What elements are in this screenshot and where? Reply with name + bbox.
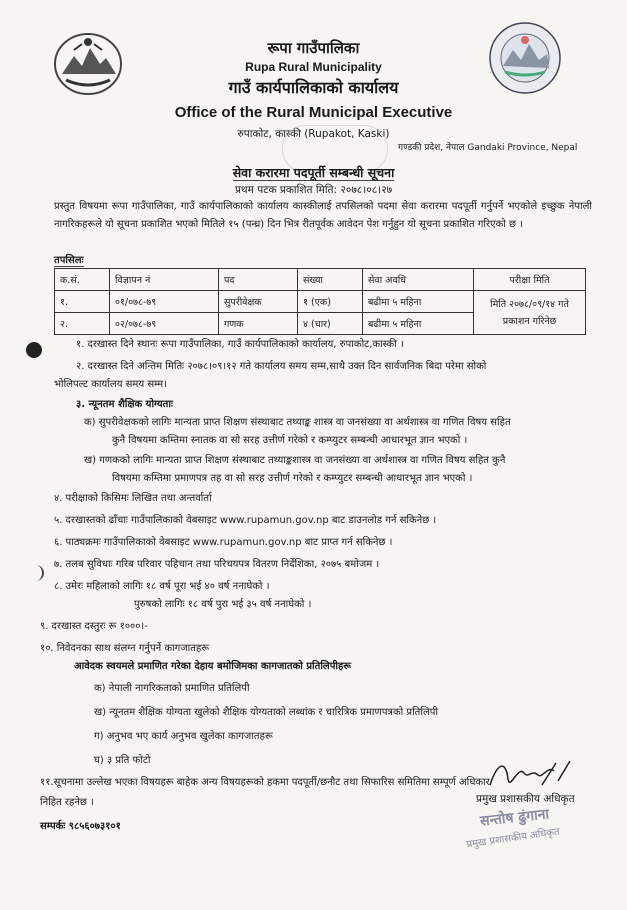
contact-number: सम्पर्कः ९८५६०७३१०१ bbox=[40, 821, 121, 832]
exam-date-cell: मिति २०७८/०९/१४ गते प्रकाशन गरिनेछ bbox=[474, 291, 586, 335]
punch-hole bbox=[26, 342, 42, 358]
cell: २. bbox=[55, 313, 110, 335]
office-name-en: Office of the Rural Municipal Executive bbox=[174, 104, 453, 121]
cell: बढीमा ५ महिना bbox=[363, 291, 474, 313]
item-10-kha: ख) न्यूनतम शैक्षिक योग्यता खुलेको शैक्षिक योग्यताको लब्धांक र चारित्रिक प्रमाणपत्रको प्रतिलिपी bbox=[94, 707, 439, 718]
item-3: ३. न्यूनतम शैक्षिक योग्यताः bbox=[76, 399, 173, 410]
cell: ४ (चार) bbox=[298, 313, 363, 335]
item-10-ka: क) नेपाली नागरिकताको प्रमाणित प्रतिलिपी bbox=[94, 683, 250, 694]
item-8a: ८. उमेरः महिलाको लागिः १८ वर्ष पूरा भई ४० वर्ष ननाघेको । bbox=[54, 581, 270, 592]
col-adv-no: विज्ञापन नं bbox=[110, 269, 219, 291]
stamp-name: सन्तोष ढुंगाना bbox=[479, 806, 550, 830]
cell: सुपरीवेक्षक bbox=[219, 291, 298, 313]
item-8b: पुरुषको लागिः १८ वर्ष पुरा भई ३५ वर्ष ननाघेको । bbox=[134, 599, 312, 610]
item-6: ६. पाठ्यक्रमः गाउँपालिकाको वेबसाइट www.rupamun.gov.np बाट प्राप्त गर्न सकिनेछ । bbox=[54, 537, 393, 548]
item-4: ४. परीक्षाको किसिमः लिखित तथा अन्तर्वार्ता bbox=[54, 493, 212, 504]
table-header-row bbox=[55, 269, 586, 291]
col-post: पद bbox=[219, 269, 298, 291]
col-exam-date: परीक्षा मिति bbox=[474, 269, 586, 291]
vacancy-table bbox=[54, 268, 586, 335]
item-5: ५. दरखास्तको ढाँचाः गाउँपालिकाको वेबसाइट www.rupamun.gov.np बाट डाउनलोड गर्न सकिनेछ । bbox=[54, 515, 437, 526]
col-sn: क.सं. bbox=[55, 269, 110, 291]
municipality-name-np: रूपा गाउँपालिका bbox=[267, 39, 360, 57]
cell: गणक bbox=[219, 313, 298, 335]
intro-paragraph: प्रस्तुत विषयमा रूपा गाउँपालिका, गाउँ कार्यपालिकाको कार्यालय कास्कीलाई तपसिलको पदमा सेवा करारमा पदपूर्ती गर्नुपर्ने भएकोले इच्छुक नेपाली नागरिकहरूले यो सूचना प्रकाशित भएको मितिले १५ (पन्ध्र) दिन भित्र रीतपूर्वक आवेदन पेश गर्नुहुन यो सूचना प्रकाशित गरिएको छ । bbox=[54, 201, 592, 230]
officer-title: प्रमुख प्रशासकीय अधिकृत bbox=[476, 793, 575, 805]
details-label: तपसिलः bbox=[54, 252, 84, 267]
item-3-kha-2: विषयमा कम्तिमा प्रमाणपत्र तह वा सो सरह उत्तीर्ण गरेको र कम्प्युटर सम्बन्धी आधारभूत ज्ञान भएको । bbox=[112, 473, 473, 484]
cell: १. bbox=[55, 291, 110, 313]
province-line: गण्डकी प्रदेश, नेपाल Gandaki Province, Nepal bbox=[398, 143, 578, 153]
item-10: १०. निवेदनका साथ संलग्न गर्नुपर्ने कागजातहरू bbox=[40, 643, 210, 654]
item-3-ka-1: क) सुपरीवेक्षकको लागिः मान्यता प्राप्त शिक्षण संस्थाबाट तथ्याङ्क शास्त्र वा जनसंख्या वा अर्थशास्त्र वा गणित विषय सहित bbox=[84, 417, 511, 428]
item-2b: भोलिपल्ट कार्यालय समय सम्म। bbox=[54, 379, 167, 390]
item-1: १. दरखास्त दिने स्थानः रूपा गाउँपालिका, गाउँ कार्यपालिकाको कार्यालय, रुपाकोट,कास्की । bbox=[76, 339, 404, 350]
table-row bbox=[55, 291, 586, 313]
publish-date: प्रथम पटक प्रकाशित मिति: २०७८।०८।२७ bbox=[234, 184, 393, 196]
cell: ०२/०७८-७९ bbox=[110, 313, 219, 335]
item-11a: ११.सूचनामा उल्लेख भएका विषयहरू बाहेक अन्य विषयहरूको हकमा पदपूर्ती/छनौट तथा सिफारिस समितिमा सम्पूर्ण अधिकार bbox=[40, 777, 490, 788]
office-address: रुपाकोट, कास्की (Rupakot, Kaski) bbox=[237, 128, 390, 140]
notice-title: सेवा करारमा पदपूर्ती सम्बन्धी सूचना bbox=[232, 165, 395, 180]
item-9: ९. दरखास्त दस्तुरः रू १०००।- bbox=[40, 621, 148, 632]
stamp-title: प्रमुख प्रशासकीय अधिकृत bbox=[465, 826, 561, 851]
punch-mark bbox=[30, 565, 44, 581]
col-count: संख्या bbox=[298, 269, 363, 291]
item-7: ७. तलब सुविधाः गरिब परिवार पहिचान तथा परिचयपत्र वितरण निर्देशिका, २०७५ बमोजम । bbox=[54, 559, 380, 570]
item-2a: २. दरखास्त दिने अन्तिम मितिः २०७८।०९।१२ गते कार्यालय समय सम्म,साथै उक्त दिन सार्वजनिक बिदा परेमा सोको bbox=[76, 361, 487, 372]
cell: १ (एक) bbox=[298, 291, 363, 313]
signature-icon bbox=[484, 755, 574, 795]
item-3-kha-1: ख) गणकको लागिः मान्यता प्राप्त शिक्षण संस्थाबाट तथ्याङ्कशास्त्र वा जनसंख्या वा अर्थशास्त्र वा गणित विषय सहित कुनै bbox=[84, 455, 506, 466]
office-name-np: गाउँ कार्यपालिकाको कार्यालय bbox=[228, 78, 399, 97]
item-10-ga: ग) अनुभव भए कार्य अनुभव खुलेका कागजातहरू bbox=[94, 731, 273, 742]
item-11b: निहित रहनेछ । bbox=[40, 797, 94, 808]
item-10-sub: आवेदक स्वयमले प्रमाणित गरेका देहाय बमोजिमका कागजातको प्रतिलिपीहरू bbox=[74, 661, 352, 672]
col-duration: सेवा अवधि bbox=[363, 269, 474, 291]
item-10-gha: घ) ३ प्रति फोटो bbox=[94, 755, 151, 766]
cell: ०१/०७८-७९ bbox=[110, 291, 219, 313]
cell: बढीमा ५ महिना bbox=[363, 313, 474, 335]
item-3-ka-2: कुनै विषयमा कम्तिमा स्नातक वा सो सरह उत्तीर्ण गरेको र कम्प्युटर सम्बन्धी आधारभूत ज्ञान भएको । bbox=[112, 435, 468, 446]
municipality-name-en: Rupa Rural Municipality bbox=[245, 60, 382, 74]
